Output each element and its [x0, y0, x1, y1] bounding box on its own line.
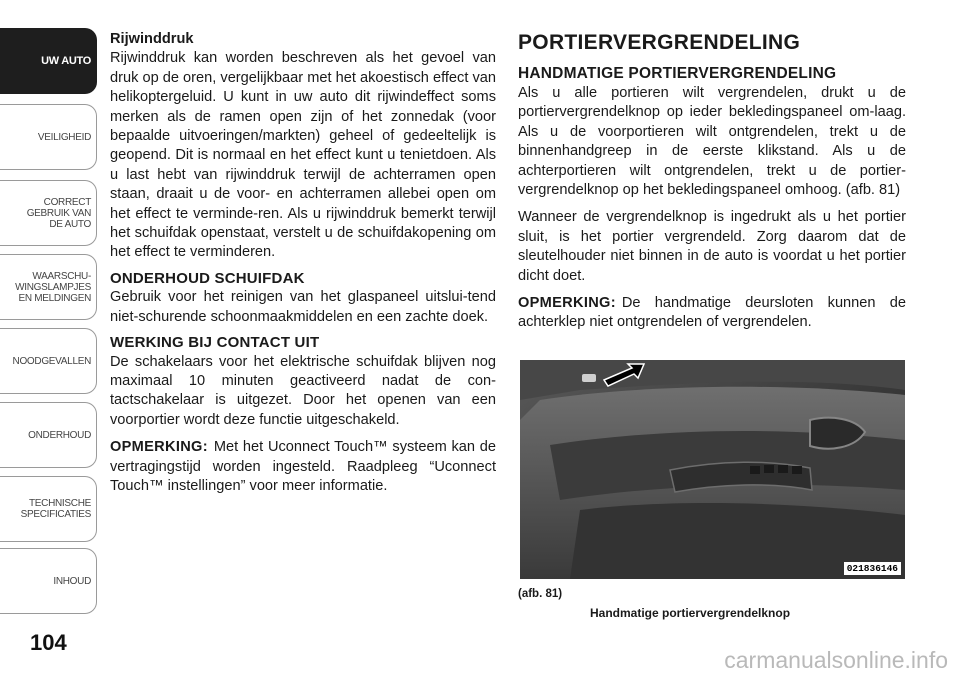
tab-onderhoud[interactable]: ONDERHOUD	[0, 402, 97, 468]
tab-uw-auto[interactable]: UW AUTO	[0, 28, 97, 94]
onderhoud-schuifdak-paragraph: Gebruik voor het reinigen van het glaspaneel uitslui-tend niet-schurende schoonmaakmiddelen en een zachte doek.	[110, 289, 496, 325]
vergrendeling-paragraph-1: Als u alle portieren wilt vergrendelen, drukt u de portiervergrendelknop op ieder bekledingspaneel om-laag. Als u de voorportieren wilt ontgrendelen, trekt u de binnenhandgreep in de eerste klikstand. Als u de achterportieren wilt ontgrendelen, trekt u de portier-vergrendelknop op het bekledingspaneel omhoog. (afb. 81)	[518, 85, 906, 199]
watermark: carmanualsonline.info	[724, 647, 948, 673]
tab-technische-specificaties[interactable]: TECHNISCHE SPECIFICATIES	[0, 476, 97, 542]
tab-inhoud[interactable]: INHOUD	[0, 548, 97, 614]
vergrendeling-paragraph-2: Wanneer de vergrendelknop is ingedrukt als u het portier sluit, is het portier vergrendeld. Zorg daarom dat de sleutelhouder niet binnen in de auto is voordat u het portier dicht doet.	[518, 209, 906, 284]
left-column	[110, 30, 496, 496]
right-note	[518, 294, 906, 333]
lock-knob	[582, 374, 596, 382]
onderhoud-schuifdak-heading: ONDERHOUD SCHUIFDAK	[110, 269, 305, 287]
figure-code: 021836146	[844, 562, 901, 575]
rijwinddruk-heading: Rijwinddruk	[110, 31, 194, 47]
tab-veiligheid[interactable]: VEILIGHEID	[0, 104, 97, 170]
tab-noodgevallen[interactable]: NOODGEVALLEN	[0, 328, 97, 394]
tab-correct-gebruik[interactable]: CORRECT GEBRUIK VAN DE AUTO	[0, 180, 97, 246]
handmatige-vergrendeling-heading: HANDMATIGE PORTIERVERGRENDELING	[518, 65, 837, 82]
figure-reference: (afb. 81)	[518, 588, 563, 600]
left-note-label: OPMERKING:	[110, 439, 208, 456]
werking-contact-uit-paragraph: De schakelaars voor het elektrische schuifdak blijven nog maximaal 10 minuten geactiveerd nadat de con-tactschakelaar is uitgezet. Door het openen van een voorportier wordt deze functie uitgeschakeld.	[110, 353, 496, 428]
page-number: 104	[30, 630, 67, 655]
right-note-label: OPMERKING:	[518, 295, 616, 312]
figure-caption: Handmatige portiervergrendelknop	[590, 606, 791, 620]
rijwinddruk-paragraph: Rijwinddruk kan worden beschreven als het gevoel van druk op de oren, vergelijkbaar met het akoestisch effect van helikoptergeluid. U kunt in uw auto dit rijwindeffect soms merken als de ramen open zijn of het zonnedak (voor bepaalde uitvoeringen/markten) geheel of gedeeltelijk is geopend. Dit is normaal en het effect kunt u tenietdoen. Als u last hebt van rijwinddruk terwijl de achterramen open staan, draait u de voor- en achterramen allebei open om het effect te verminde-ren. Als u rijwinddruk bemerkt terwijl het schuifdak openstaat, verstelt u de schuifdakopening om het effect te verminderen.	[110, 50, 496, 261]
portiervergrendeling-title: PORTIERVERGRENDELING	[518, 31, 801, 54]
tab-waarschuwingslampjes[interactable]: WAARSCHU- WINGSLAMPJES EN MELDINGEN	[0, 254, 97, 320]
door-panel-illustration	[520, 360, 905, 579]
werking-contact-uit-heading: WERKING BIJ CONTACT UIT	[110, 334, 320, 352]
door-panel-photo	[520, 360, 905, 579]
right-note-text: De handmatige deursloten kunnen de achterklep niet ontgrendelen of vergrendelen.	[518, 295, 906, 331]
right-column	[518, 30, 906, 333]
left-note	[110, 438, 496, 496]
left-note-text: Met het Uconnect Touch™ systeem kan de vertragingstijd worden ingesteld. Raadpleeg “Uconnect Touch™ instellingen” voor meer informatie.	[110, 439, 496, 494]
